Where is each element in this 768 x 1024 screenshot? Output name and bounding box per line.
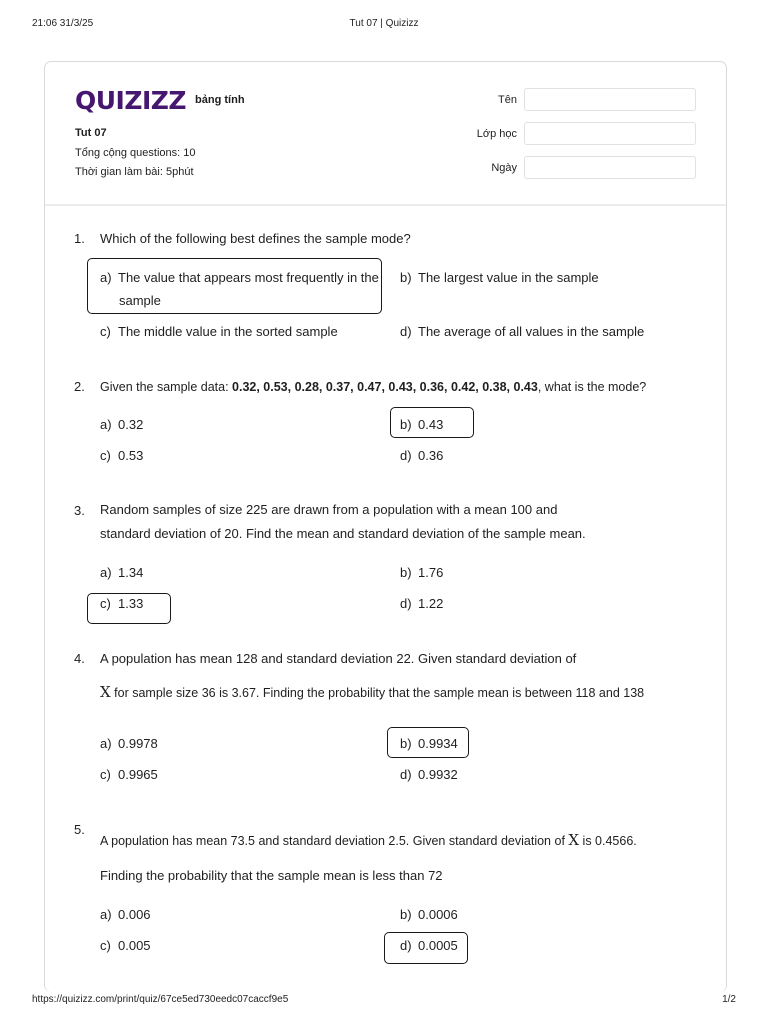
- option-text: 0.53: [118, 448, 144, 463]
- question-number: 3.: [74, 503, 85, 518]
- question-text-post: , what is the mode?: [537, 380, 647, 394]
- option-d[interactable]: [398, 763, 458, 786]
- question-number: 4.: [74, 651, 85, 666]
- option-text: 1.33: [118, 596, 144, 611]
- question-text-line-1: A population has mean 128 and standard deviation 22. Given standard deviation of: [100, 651, 577, 666]
- option-letter: c): [100, 324, 111, 339]
- option-letter: a): [100, 565, 112, 580]
- name-field[interactable]: [524, 88, 696, 111]
- question-number: 1.: [74, 231, 85, 246]
- worksheet-header: [45, 62, 726, 206]
- option-text: 0.9978: [118, 736, 158, 751]
- option-letter: c): [100, 938, 111, 953]
- option-text: 0.9932: [418, 767, 458, 782]
- option-letter: a): [100, 270, 112, 285]
- option-text: 1.76: [418, 565, 444, 580]
- option-d[interactable]: [398, 444, 443, 467]
- print-url: https://quizizz.com/print/quiz/67ce5ed730eedc07caccf9e5: [32, 994, 289, 1005]
- option-text: The largest value in the sample: [418, 270, 599, 285]
- option-a[interactable]: [98, 413, 143, 436]
- option-text: The middle value in the sorted sample: [118, 324, 338, 339]
- option-a-continued: sample: [119, 293, 161, 308]
- option-letter: a): [100, 907, 112, 922]
- option-b[interactable]: [398, 266, 599, 289]
- option-text: 0.0005: [418, 938, 458, 953]
- option-text: 0.006: [118, 907, 151, 922]
- option-c[interactable]: [98, 934, 151, 957]
- class-field[interactable]: [524, 122, 696, 145]
- option-b[interactable]: [398, 903, 458, 926]
- question-text-line-2: Finding the probability that the sample mean is less than 72: [100, 868, 443, 883]
- option-letter: b): [400, 565, 412, 580]
- question-text-rest: for sample size 36 is 3.67. Finding the probability that the sample mean is between 118 and 138: [110, 686, 645, 700]
- question-text-line-1: [100, 828, 680, 853]
- option-letter: c): [100, 448, 111, 463]
- question-text-line-2: standard deviation of 20. Find the mean and standard deviation of the sample mean.: [100, 526, 586, 541]
- date-field[interactable]: [524, 156, 696, 179]
- quizizz-logo: QUIZIZZ: [75, 85, 187, 115]
- option-letter: c): [100, 767, 111, 782]
- brand: [75, 85, 245, 115]
- x-bar-symbol: X: [100, 683, 111, 701]
- option-letter: d): [400, 767, 412, 782]
- total-questions: Tổng cộng questions: 10: [75, 147, 196, 159]
- option-c[interactable]: [98, 320, 338, 343]
- option-c[interactable]: [98, 763, 158, 786]
- option-letter: d): [400, 448, 412, 463]
- option-text: The value that appears most frequently in the: [118, 270, 379, 285]
- print-header: [32, 18, 736, 34]
- option-c[interactable]: [98, 592, 143, 615]
- name-label: Tên: [498, 94, 517, 106]
- option-text: 0.43: [418, 417, 444, 432]
- option-d[interactable]: [398, 592, 443, 615]
- logo-subtitle: bảng tính: [195, 94, 245, 106]
- option-text: 0.005: [118, 938, 151, 953]
- question-text-post: is 0.4566.: [579, 834, 637, 848]
- option-a[interactable]: [98, 732, 158, 755]
- option-d[interactable]: [398, 934, 458, 957]
- option-letter: b): [400, 417, 412, 432]
- option-b[interactable]: [398, 732, 458, 755]
- sample-data: 0.32, 0.53, 0.28, 0.37, 0.47, 0.43, 0.36, 0.42, 0.38, 0.43: [232, 380, 538, 394]
- option-b[interactable]: [398, 561, 443, 584]
- print-page-title: Tut 07 | Quizizz: [349, 18, 419, 29]
- option-a[interactable]: [98, 903, 151, 926]
- option-text: 0.36: [418, 448, 444, 463]
- option-letter: d): [400, 938, 412, 953]
- option-c[interactable]: [98, 444, 143, 467]
- question-number: 2.: [74, 379, 85, 394]
- question-text-pre: A population has mean 73.5 and standard deviation 2.5. Given standard deviation of: [100, 834, 569, 848]
- option-text: 0.9934: [418, 736, 458, 751]
- question-text-line-2: [100, 680, 680, 705]
- class-label: Lớp học: [476, 128, 517, 140]
- option-b[interactable]: [398, 413, 443, 436]
- quiz-title: Tut 07: [75, 127, 107, 139]
- print-footer: [32, 994, 736, 1010]
- time-limit: Thời gian làm bài: 5phút: [75, 166, 194, 178]
- option-letter: d): [400, 324, 412, 339]
- x-bar-symbol: X: [568, 831, 580, 849]
- option-letter: b): [400, 736, 412, 751]
- option-text: 0.32: [118, 417, 144, 432]
- option-a[interactable]: [98, 266, 379, 289]
- question-text: Which of the following best defines the sample mode?: [100, 231, 411, 246]
- print-timestamp: 21:06 31/3/25: [32, 18, 94, 29]
- option-text: 1.22: [418, 596, 444, 611]
- question-text-line-1: Random samples of size 225 are drawn from a population with a mean 100 and: [100, 502, 558, 517]
- option-text: 1.34: [118, 565, 144, 580]
- date-label: Ngày: [491, 162, 517, 174]
- question-number: 5.: [74, 822, 85, 837]
- option-text: 0.0006: [418, 907, 458, 922]
- option-text: 0.9965: [118, 767, 158, 782]
- option-letter: d): [400, 596, 412, 611]
- page-number: 1/2: [722, 994, 736, 1005]
- option-letter: a): [100, 736, 112, 751]
- option-letter: c): [100, 596, 111, 611]
- option-letter: a): [100, 417, 112, 432]
- option-a[interactable]: [98, 561, 143, 584]
- option-letter: b): [400, 270, 412, 285]
- option-text: The average of all values in the sample: [418, 324, 645, 339]
- question-text-pre: Given the sample data:: [100, 380, 233, 394]
- option-d[interactable]: [398, 320, 644, 343]
- option-letter: b): [400, 907, 412, 922]
- question-text: [100, 375, 680, 399]
